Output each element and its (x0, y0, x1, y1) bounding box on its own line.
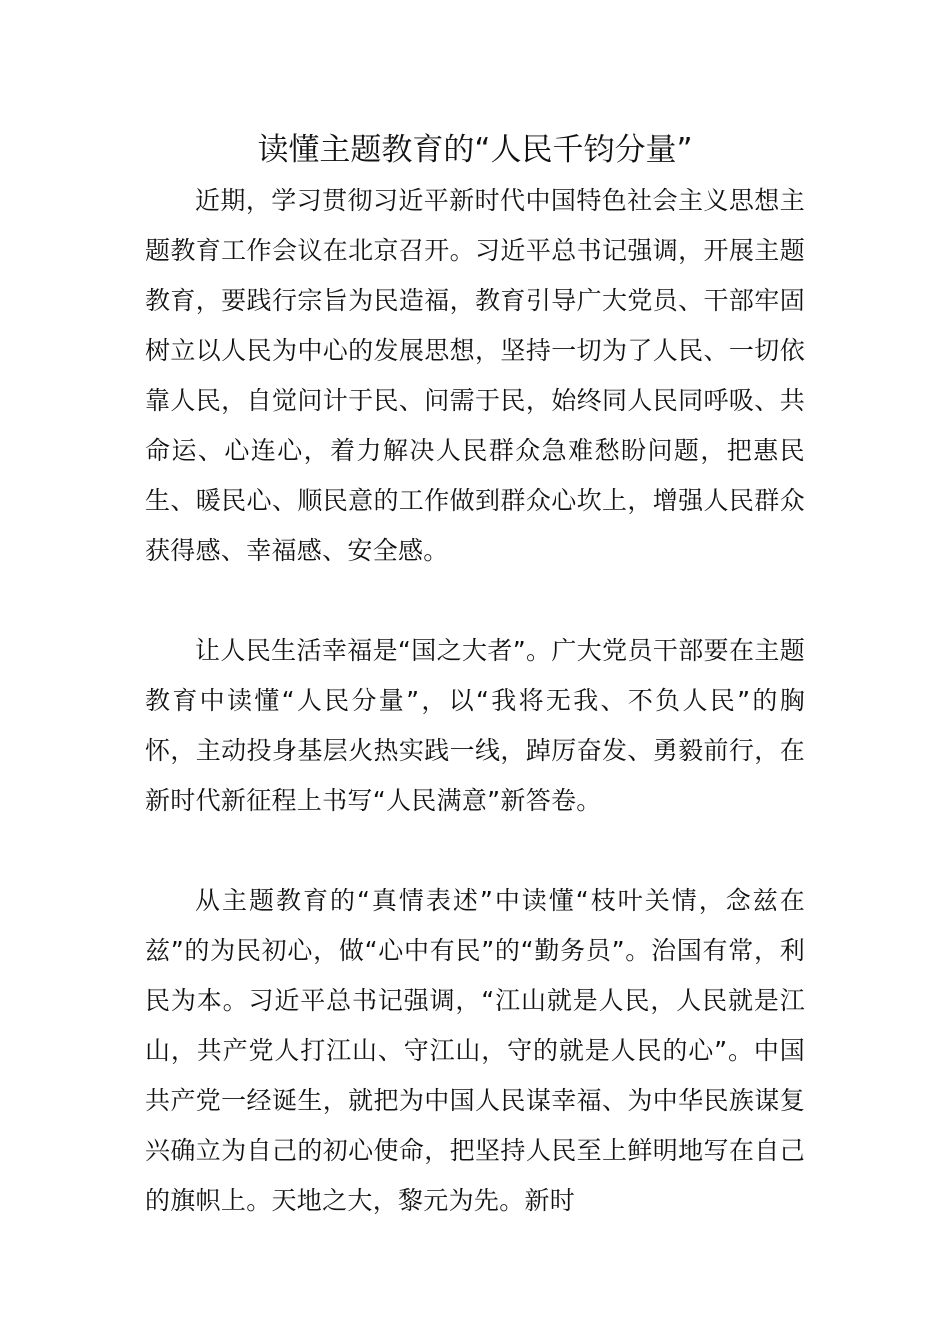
paragraph: 从主题教育的“真情表述”中读懂“枝叶关情，念兹在兹”的为民初心，做“心中有民”的“勤务员”。治国有常，利民为本。习近平总书记强调，“江山就是人民，人民就是江山，共产党人打江山、守江山，守的就是人民的心”。中国共产党一经诞生，就把为中国人民谋幸福、为中华民族谋复兴确立为自己的初心使命，把坚持人民至上鲜明地写在自己的旗帜上。天地之大，黎元为先。新时 (145, 886, 805, 1215)
paragraph: 让人民生活幸福是“国之大者”。广大党员干部要在主题教育中读懂“人民分量”，以“我将无我、不负人民”的胸怀，主动投身基层火热实践一线，踔厉奋发、勇毅前行，在新时代新征程上书写“人民满意”新答卷。 (145, 636, 805, 815)
document-body (145, 176, 805, 1226)
paragraph: 近期，学习贯彻习近平新时代中国特色社会主义思想主题教育工作会议在北京召开。习近平总书记强调，开展主题教育，要践行宗旨为民造福，教育引导广大党员、干部牢固树立以人民为中心的发展思想，坚持一切为了人民、一切依靠人民，自觉问计于民、问需于民，始终同人民同呼吸、共命运、心连心，着力解决人民群众急难愁盼问题，把惠民生、暖民心、顺民意的工作做到群众心坎上，增强人民群众获得感、幸福感、安全感。 (145, 186, 805, 565)
document-title: 读懂主题教育的“人民千钧分量” (257, 132, 693, 168)
